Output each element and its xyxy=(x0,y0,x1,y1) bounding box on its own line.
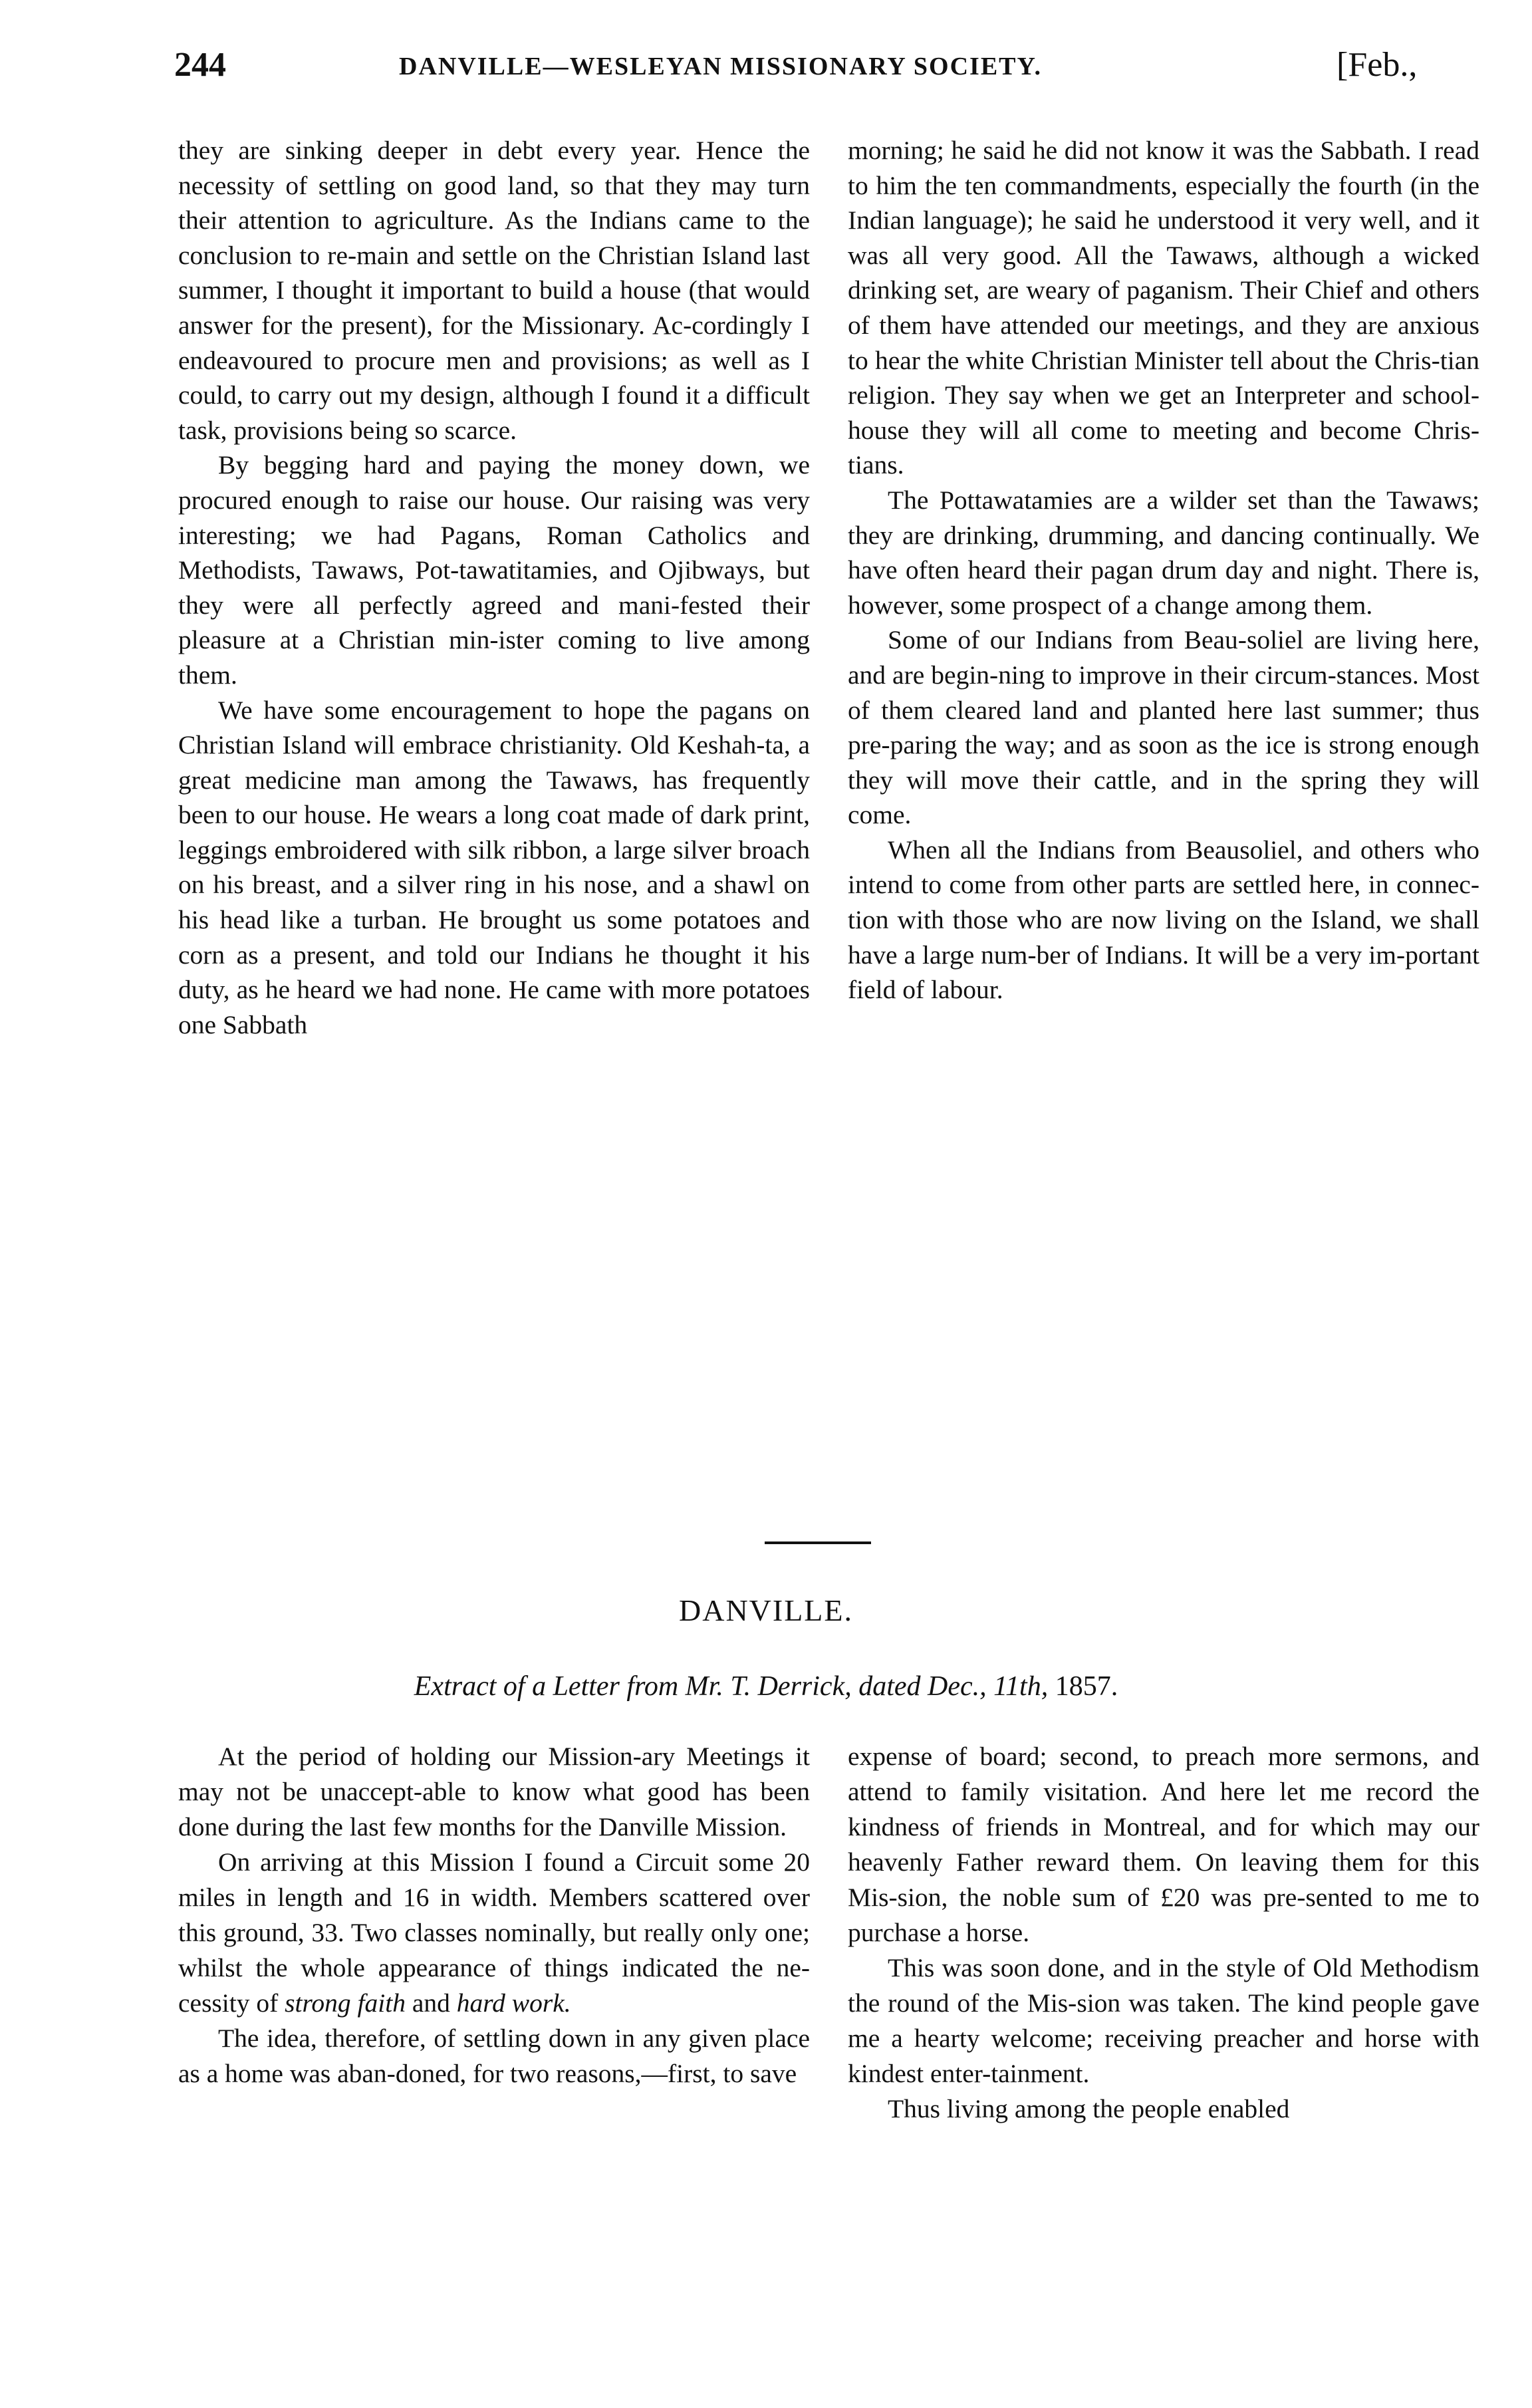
letter-subheading-year: 1857. xyxy=(1055,1671,1118,1702)
paragraph: At the period of holding our Mission-ary Meetings it may not be unaccept-able to know what good has been done during the last few months for the Danville Mission. xyxy=(178,1742,810,1841)
paragraph: We have some encouragement to hope the pagans on Christian Island will embrace christianity. Old Keshah-ta, a great medicine man among the Tawaws, has frequently been to our house. He wears a long coat made of dark print, leggings embroidered with silk ribbon, a large silver broach on his breast, and a silver ring in his nose, and a shawl on his head like a turban. He brought us some potatoes and corn as a present, and told our Indians he thought it his duty, as he heard we had none. He came with more potatoes one Sabbath xyxy=(178,695,810,1039)
bottom-right-column xyxy=(848,1739,1479,2127)
paragraph-with-emphasis xyxy=(178,1845,810,2021)
paragraph: This was soon done, and in the style of Old Methodism the round of the Mis-sion was taken. The kind people gave me a hearty welcome; receiving preacher and horse with kindest enter-tainment. xyxy=(848,1953,1479,2088)
paragraph: expense of board; second, to preach more sermons, and attend to family visitation. And here let me record the kindness of friends in Montreal, and for which may our heavenly Father reward them. On leaving them for this Mis-sion, the noble sum of £20 was pre-sented to me to purchase a horse. xyxy=(848,1742,1479,1947)
running-date: [Feb., xyxy=(1337,46,1418,84)
running-head xyxy=(0,45,1532,105)
bottom-left-column xyxy=(178,1739,810,2091)
paragraph: By begging hard and paying the money down, we procured enough to raise our house. Our raising was very interesting; we had Pagans, Roman Catholics and Methodists, Tawaws, Pot-tawatitamies, and Ojibways, but they were all perfectly agreed and mani-fested their pleasure at a Christian min-ister coming to live among them. xyxy=(178,450,810,690)
letter-subheading-text: Extract of a Letter from Mr. T. Derrick, dated Dec., 11th, xyxy=(414,1671,1049,1702)
paragraph: The Pottawatamies are a wilder set than the Tawaws; they are drinking, drumming, and dancing continually. We have often heard their pagan drum day and night. There is, however, some prospect of a change among them. xyxy=(848,485,1479,620)
paragraph: they are sinking deeper in debt every year. Hence the necessity of settling on good land, so that they may turn their attention to agriculture. As the Indians came to the conclusion to re-main and settle on the Christian Island last summer, I thought it important to build a house (that would answer for the present), for the Missionary. Ac-cordingly I endeavoured to procure men and provisions; as well as I could, to carry out my design, although I found it a difficult task, provisions being so scarce. xyxy=(178,136,810,445)
paragraph-text: On arriving at this Mission I found a Circuit some 20 miles in length and 16 in width. Members scattered over this ground, 33. Two classes nominally, but really only one; whilst the whole appearance of things indicated the ne-cessity of xyxy=(178,1847,810,2018)
paragraph: When all the Indians from Beausoliel, and others who intend to come from other parts are settled here, in connec-tion with those who are now living on the Island, we shall have a large num-ber of Indians. It will be a very im-portant field of labour. xyxy=(848,835,1479,1005)
paragraph: Some of our Indians from Beau-soliel are living here, and are begin-ning to improve in their circum-stances. Most of them cleared land and planted here last summer; thus pre-paring the way; and as soon as the ice is strong enough they will move their cattle, and in the spring they will come. xyxy=(848,625,1479,830)
section-divider xyxy=(765,1541,871,1544)
paragraph: The idea, therefore, of settling down in any given place as a home was aban-doned, for two reasons,—first, to save xyxy=(178,2024,810,2088)
emphasis-strong-faith: strong faith xyxy=(285,1988,406,2018)
top-right-column xyxy=(848,133,1479,1007)
letter-subheading xyxy=(0,1671,1532,1702)
top-left-column xyxy=(178,133,810,1042)
conjunction: and xyxy=(412,1988,450,2018)
page-number: 244 xyxy=(174,46,226,84)
emphasis-hard-work: hard work. xyxy=(456,1988,571,2018)
running-title: DANVILLE—WESLEYAN MISSIONARY SOCIETY. xyxy=(399,53,1042,80)
paragraph: Thus living among the people enabled xyxy=(888,2094,1290,2123)
section-heading: DANVILLE. xyxy=(679,1593,853,1627)
paragraph: morning; he said he did not know it was the Sabbath. I read to him the ten commandments, especially the fourth (in the Indian language); he said he understood it very well, and it was all very good. All the Tawaws, although a wicked drinking set, are weary of paganism. Their Chief and others of them have attended our meetings, and they are anxious to hear the white Christian Minister tell about the Chris-tian religion. They say when we get an Interpreter and school-house they will all come to meeting and become Chris-tians. xyxy=(848,136,1479,480)
